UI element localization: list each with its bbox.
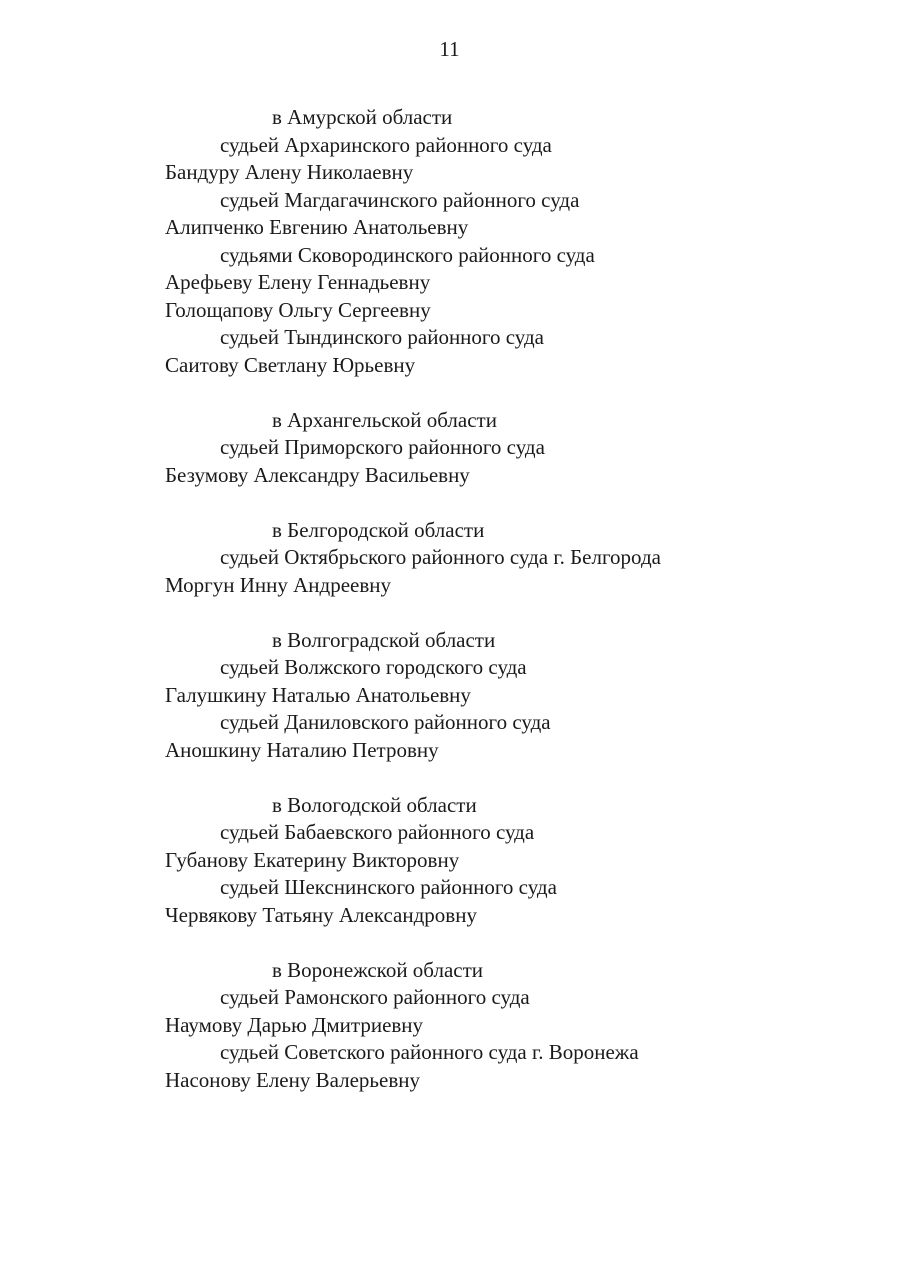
judge-name: Галушкину Наталью Анатольевну [165,682,471,707]
page-number: 11 [439,37,460,61]
court-title: судьей Бабаевского районного суда [220,820,535,844]
judge-name: Червякову Татьяну Александровну [165,902,477,927]
court-title: судьями Сковородинского районного суда [220,242,595,267]
region-heading: в Вологодской области [272,792,477,817]
region-heading: в Амурской области [272,105,453,129]
court-title: судьей Архаринского районного суда [220,132,552,157]
judge-name: Саитову Светлану Юрьевну [165,352,416,377]
court-title: судьей Советского районного суда г. Воронежа [220,1040,639,1064]
judge-name: Наумову Дарью Дмитриевну [165,1012,424,1037]
court-title: судьей Волжского городского суда [220,655,527,679]
judge-name: Насонову Елену Валерьевну [165,1067,420,1092]
judge-name: Бандуру Алену Николаевну [165,160,414,184]
region-heading: в Воронежской области [272,957,484,982]
judge-name: Арефьеву Елену Геннадьевну [165,270,431,294]
region-heading: в Белгородской области [272,517,485,542]
court-title: судьей Шекснинского районного суда [220,875,557,899]
court-title: судьей Октябрьского районного суда г. Белгорода [220,545,661,569]
court-title: судьей Магдагачинского районного суда [220,187,580,212]
court-title: судьей Даниловского районного суда [220,710,551,734]
court-title: судьей Рамонского районного суда [220,985,530,1009]
judge-name: Алипченко Евгению Анатольевну [165,215,469,239]
judge-name: Безумову Александру Васильевну [165,462,470,487]
region-heading: в Волгоградской области [272,627,496,652]
judge-name: Губанову Екатерину Викторовну [165,847,460,872]
judge-name: Моргун Инну Андреевну [165,572,392,597]
judge-name: Голощапову Ольгу Сергеевну [165,297,431,322]
judge-name: Аношкину Наталию Петровну [165,737,439,762]
court-title: судьей Тындинского районного суда [220,325,544,349]
court-title: судьей Приморского районного суда [220,435,545,459]
region-heading: в Архангельской области [272,407,497,432]
